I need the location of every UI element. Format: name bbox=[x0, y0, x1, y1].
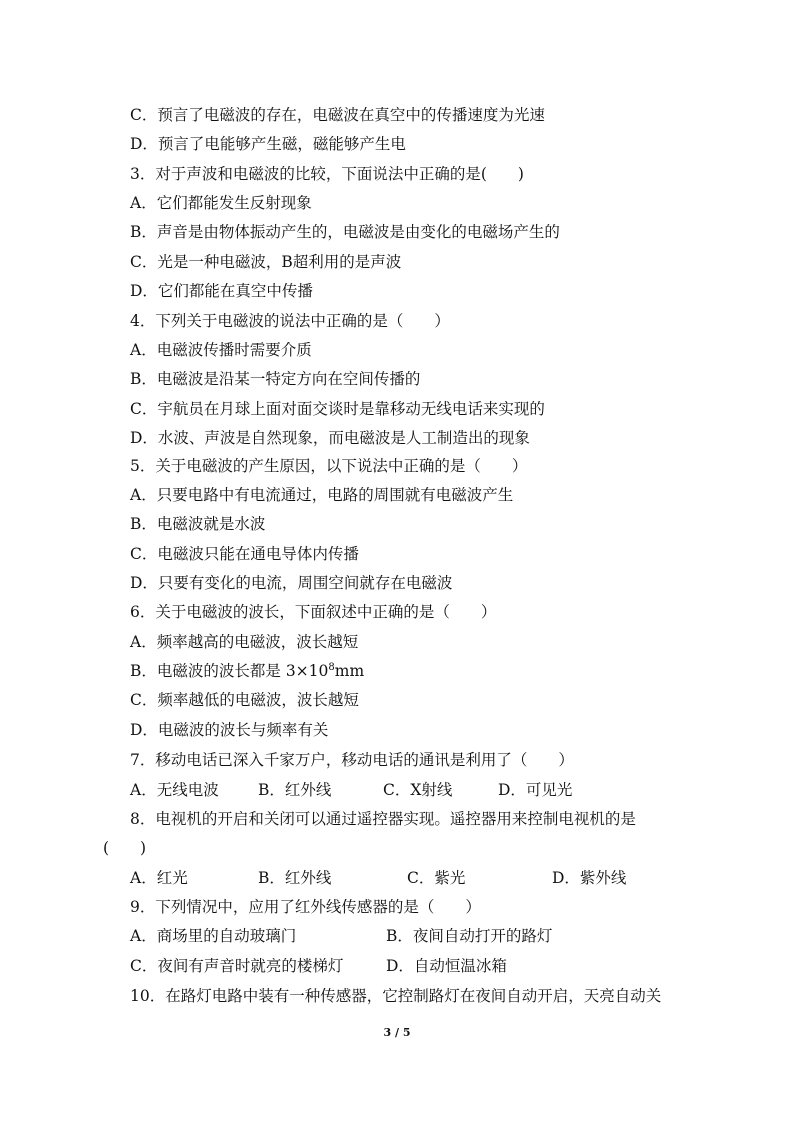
q5-option-c: C．电磁波只能在通电导体内传播 bbox=[130, 545, 359, 563]
q8-option-c: C．紫光 bbox=[407, 869, 466, 887]
q7-option-d: D．可见光 bbox=[498, 781, 573, 799]
q5-option-d: D．只要有变化的电流，周围空间就存在电磁波 bbox=[130, 574, 453, 592]
q9-option-a: A．商场里的自动玻璃门 bbox=[130, 927, 297, 945]
q3-option-d: D．它们都能在真空中传播 bbox=[130, 282, 313, 300]
q6-stem: 6．关于电磁波的波长，下面叙述中正确的是（ ） bbox=[130, 603, 497, 621]
q3-stem: 3．对于声波和电磁波的比较，下面说法中正确的是( ) bbox=[130, 165, 524, 183]
page-number: 3 / 5 bbox=[383, 1026, 411, 1039]
q6-option-c: C．频率越低的电磁波，波长越短 bbox=[130, 691, 359, 709]
q9-option-c: C．夜间有声音时就亮的楼梯灯 bbox=[130, 957, 344, 975]
q6-option-b bbox=[130, 661, 364, 681]
q7-option-a: A．无线电波 bbox=[130, 781, 219, 799]
q3-option-c: C．光是一种电磁波，B超利用的是声波 bbox=[130, 253, 402, 271]
q10-stem: 10．在路灯电路中装有一种传感器，它控制路灯在夜间自动开启，天亮自动关 bbox=[130, 987, 662, 1005]
q7-stem: 7．移动电话已深入千家万户，移动电话的通讯是利用了（ ） bbox=[130, 751, 574, 769]
q5-option-a: A．只要电路中有电流通过，电路的周围就有电磁波产生 bbox=[130, 486, 514, 504]
q6-option-b-prefix: B．电磁波的波长都是 3×10 bbox=[130, 662, 329, 680]
q6-option-b-unit: mm bbox=[334, 662, 365, 680]
q2-option-d: D．预言了电能够产生磁，磁能够产生电 bbox=[130, 135, 406, 153]
q3-option-a: A．它们都能发生反射现象 bbox=[130, 194, 312, 212]
q6-option-b-exponent: 8 bbox=[328, 661, 335, 673]
q9-option-b: B．夜间自动打开的路灯 bbox=[386, 927, 553, 945]
q4-option-d: D．水波、声波是自然现象，而电磁波是人工制造出的现象 bbox=[130, 429, 530, 447]
q9-stem: 9．下列情况中，应用了红外线传感器的是（ ） bbox=[130, 898, 481, 916]
q6-option-d: D．电磁波的波长与频率有关 bbox=[130, 721, 329, 739]
q7-option-c: C．X射线 bbox=[383, 781, 453, 799]
q8-option-b: B．红外线 bbox=[258, 869, 332, 887]
q8-option-d: D．紫外线 bbox=[552, 869, 627, 887]
q4-stem: 4．下列关于电磁波的说法中正确的是（ ） bbox=[130, 312, 450, 330]
q2-option-c: C．预言了电磁波的存在，电磁波在真空中的传播速度为光速 bbox=[130, 106, 545, 124]
q4-option-c: C．宇航员在月球上面对面交谈时是靠移动无线电话来实现的 bbox=[130, 400, 545, 418]
q5-stem: 5．关于电磁波的产生原因，以下说法中正确的是（ ） bbox=[130, 457, 528, 475]
q8-option-a: A．红光 bbox=[130, 869, 188, 887]
q7-option-b: B．红外线 bbox=[258, 781, 332, 799]
q8-stem-continuation: ( ) bbox=[103, 839, 147, 857]
q3-option-b: B．声音是由物体振动产生的，电磁波是由变化的电磁场产生的 bbox=[130, 223, 560, 241]
q4-option-a: A．电磁波传播时需要介质 bbox=[130, 341, 312, 359]
q8-stem: 8．电视机的开启和关闭可以通过遥控器实现。遥控器用来控制电视机的是 bbox=[130, 810, 636, 828]
q6-option-a: A．频率越高的电磁波，波长越短 bbox=[130, 633, 359, 651]
q5-option-b: B．电磁波就是水波 bbox=[130, 515, 266, 533]
q4-option-b: B．电磁波是沿某一特定方向在空间传播的 bbox=[130, 370, 421, 388]
q9-option-d: D．自动恒温冰箱 bbox=[386, 957, 507, 975]
